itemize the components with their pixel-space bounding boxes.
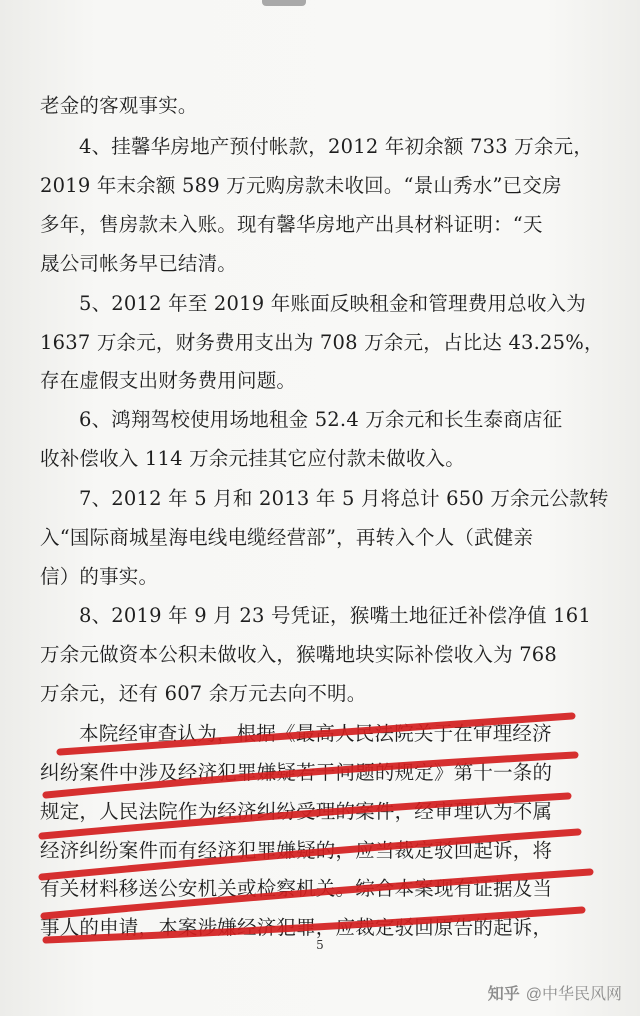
text-line: 晟公司帐务早已结清。 [40,252,238,275]
watermark-handle: @中华民风网 [525,986,622,1003]
page-number: 5 [316,938,324,952]
text-line: 老金的客观事实。 [40,94,198,117]
text-line: 信）的事实。 [40,565,159,588]
scan-top-mark [262,0,306,6]
text-line: 纠纷案件中涉及经济犯罪嫌疑若干问题的规定》第十一条的 [40,761,553,784]
text-line: 存在虚假支出财务费用问题。 [40,369,297,392]
text-line: 5、2012 年至 2019 年账面反映租金和管理费用总收入为 [79,292,586,315]
text-line: 多年，售房款未入账。现有馨华房地产出具材料证明：“天 [40,213,543,236]
text-line: 8、2019 年 9 月 23 号凭证，猴嘴土地征迁补偿净值 161 [79,604,591,627]
watermark-brand: 知乎 [487,986,520,1003]
text-line: 2019 年末余额 589 万元购房款未收回。“景山秀水”已交房 [40,174,562,197]
text-line: 规定，人民法院作为经济纠纷受理的案件，经审理认为不属 [40,800,553,823]
text-line: 万余元，还有 607 余万元去向不明。 [40,682,367,705]
text-line: 入“国际商城星海电线电缆经营部”，再转入个人（武健亲 [40,526,534,549]
text-line: 7、2012 年 5 月和 2013 年 5 月将总计 650 万余元公款转 [79,487,609,510]
text-line: 事人的申请，本案涉嫌经济犯罪，应裁定驳回原告的起诉， [40,916,553,939]
text-line: 经济纠纷案件而有经济犯罪嫌疑的，应当裁定驳回起诉，将 [40,839,553,862]
zhihu-watermark [488,981,622,1004]
text-line: 1637 万余元，财务费用支出为 708 万余元，占比达 43.25%， [40,331,604,354]
text-line: 有关材料移送公安机关或检察机关。综合本案现有证据及当 [40,877,553,900]
text-line: 6、鸿翔驾校使用场地租金 52.4 万余元和长生泰商店征 [79,408,563,431]
text-line: 万余元做资本公积未做收入，猴嘴地块实际补偿收入为 768 [40,643,558,666]
text-line: 本院经审查认为，根据《最高人民法院关于在审理经济 [79,722,552,745]
text-line: 收补偿收入 114 万余元挂其它应付款未做收入。 [40,447,465,470]
text-line: 4、挂馨华房地产预付帐款，2012 年初余额 733 万余元， [79,135,594,158]
